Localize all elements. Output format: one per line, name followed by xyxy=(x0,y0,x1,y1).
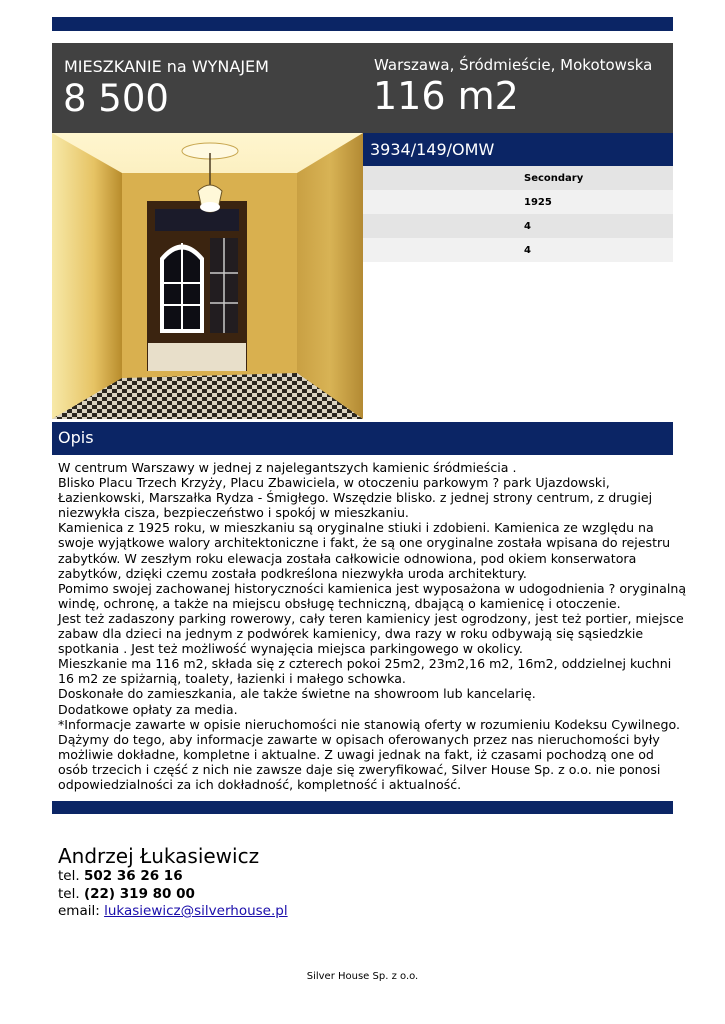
tel-label: tel. xyxy=(58,868,80,884)
property-photo xyxy=(52,133,363,419)
email-link[interactable]: lukasiewicz@silverhouse.pl xyxy=(104,903,288,919)
listing-price: 8 500 xyxy=(63,77,169,120)
property-details-table xyxy=(363,166,673,262)
description-line: Mieszkanie ma 116 m2, składa się z czterech pokoi 25m2, 23m2,16 m2, 16m2, oddzielnej kuchni xyxy=(58,656,672,672)
detail-year-built: 1925 xyxy=(363,190,673,214)
top-divider-bar xyxy=(52,17,673,31)
description-line: Jest też zadaszony parking rowerowy, cały teren kamienicy jest ogrodzony, jest też portier, miejsce xyxy=(58,610,684,626)
detail-rooms: 4 xyxy=(363,214,673,238)
agent-phone-office xyxy=(58,886,288,904)
description-line: zabytków, dzięki czemu została podkreślona niezwykła uroda architektury. xyxy=(58,565,527,581)
description-text xyxy=(58,460,687,792)
description-line: zabaw dla dzieci na jednym z podwórek kamienicy, dwa razy w roku odbywają się sąsiedzkie xyxy=(58,626,644,642)
listing-area: 116 m2 xyxy=(373,74,519,118)
listing-location: Warszawa, Śródmieście, Mokotowska xyxy=(374,56,653,74)
description-line: W centrum Warszawy w jednej z najelegantszych kamienic śródmieścia . xyxy=(58,460,517,475)
reference-number: 3934/149/OMW xyxy=(363,133,673,166)
detail-floor: 4 xyxy=(363,238,673,262)
description-line: Łazienkowski, Marszałka Rydza - Śmigłego. Wszędzie blisko. z jednej strony centrum, z drugiej xyxy=(58,490,653,506)
agent-phone-mobile xyxy=(58,868,288,886)
description-line: Pomimo swojej zachowanej historyczności kamienica jest wyposażona w udogodnienia ? oryginalną xyxy=(58,580,687,596)
description-line: możliwie dokładne, kompletne i aktualne. Z uwagi jednak na fakt, iż czasami pochodzą one od xyxy=(58,746,654,762)
detail-market: Secondary xyxy=(363,166,673,190)
description-line: zabytków. W zeszłym roku elewacja została całkowicie odnowiona, pod okiem konserwatora xyxy=(58,550,637,566)
bottom-divider-bar xyxy=(52,801,673,814)
agent-contact xyxy=(58,844,288,921)
description-line: Dążymy do tego, aby informacje zawarte w opisach oferowanych przez nas nieruchomości były xyxy=(58,731,660,747)
agent-email xyxy=(58,903,288,921)
description-line: Blisko Placu Trzech Krzyży, Placu Zbawiciela, w otoczeniu parkowym ? park Ujazdowski, xyxy=(58,475,610,491)
description-line: 16 m2 ze spiżarnią, toalety, łazienki i małego schowka. xyxy=(58,671,406,687)
phone-mobile-value[interactable]: 502 36 26 16 xyxy=(83,868,183,884)
description-line: Kamienica z 1925 roku, w mieszkaniu są oryginalne stiuki i zdobieni. Kamienica ze względu na xyxy=(58,520,654,536)
footer-company: Silver House Sp. z o.o. xyxy=(306,971,419,982)
description-line: Dodatkowe opłaty za media. xyxy=(58,701,238,717)
description-line: windę, ochronę, a także na miejscu obsługę techniczną, dbającą o kamienicę i otoczenie. xyxy=(58,595,621,611)
agent-name: Andrzej Łukasiewicz xyxy=(58,844,260,868)
description-heading: Opis xyxy=(52,422,673,455)
email-label: email: xyxy=(58,903,100,919)
description-line: spotkania . Jest też możliwość wynajęcia miejsca parkingowego w okolicy. xyxy=(58,641,523,657)
description-line: Doskonałe do zamieszkania, ale także świetne na showroom lub kancelarię. xyxy=(58,686,536,702)
description-line: *Informacje zawarte w opisie nieruchomości nie stanowią oferty w rozumieniu Kodeksu Cywilnego. xyxy=(58,716,681,732)
listing-type: MIESZKANIE na WYNAJEM xyxy=(64,57,269,76)
description-line: osób trzecich i część z nich nie zawsze daje się zweryfikować, Silver House Sp. z o.o. nie ponosi xyxy=(58,761,661,777)
phone-office-value[interactable]: (22) 319 80 00 xyxy=(83,885,195,902)
description-line: swoje wyjątkowe walory architektoniczne i fakt, że są one oryginalne została wpisana do rejestru xyxy=(58,535,671,551)
description-line: odpowiedzialności za ich dokładność, kompletność i aktualność. xyxy=(58,776,462,792)
hallway-illustration xyxy=(52,133,363,419)
listing-header xyxy=(52,43,673,133)
description-line: niezwykła cisza, bezpieczeństwo i spokój w mieszkaniu. xyxy=(58,505,409,521)
tel-label: tel. xyxy=(58,885,80,902)
